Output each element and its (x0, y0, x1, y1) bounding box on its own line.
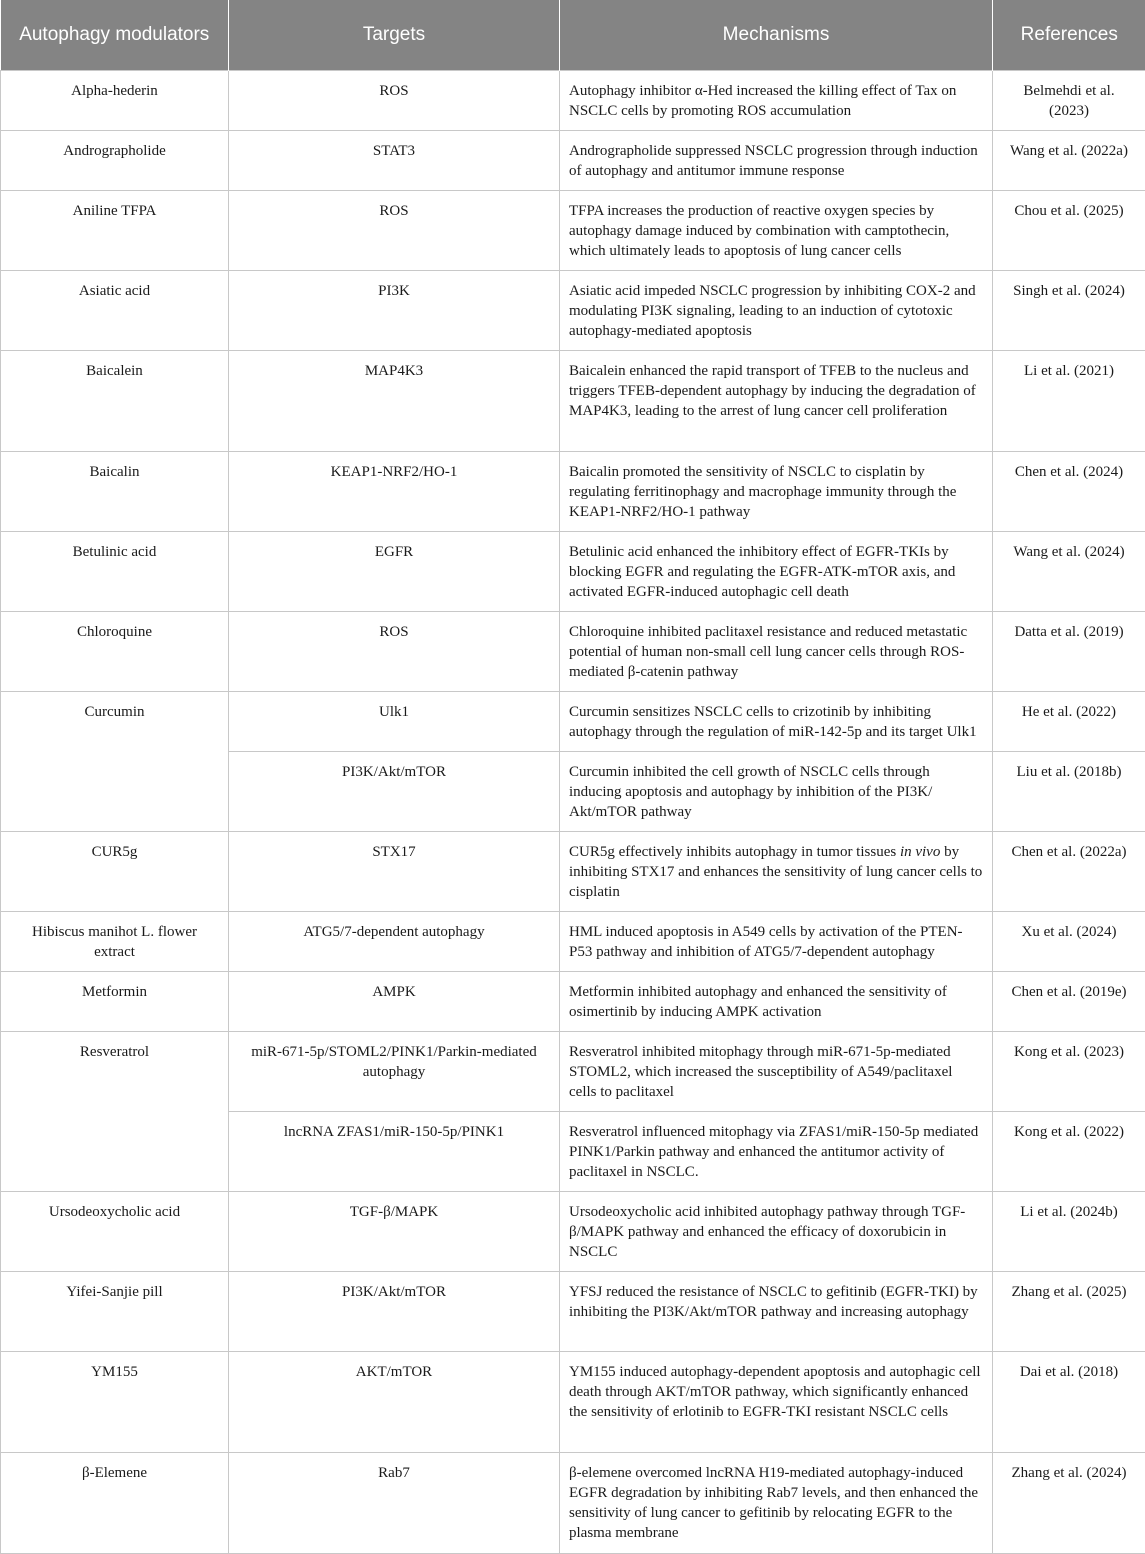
table-row (1, 351, 1145, 452)
table-header (1, 0, 1145, 71)
cell-mechanism: Curcumin sensitizes NSCLC cells to crizotinib by inhibiting autophagy through the regulation of miR-142-5p and its target Ulk1 (560, 692, 993, 752)
table-row (1, 832, 1145, 912)
cell-reference: Wang et al. (2022a) (993, 131, 1145, 191)
cell-mechanism (560, 832, 993, 912)
table-row (1, 972, 1145, 1032)
cell-modulator: Resveratrol (1, 1032, 229, 1192)
cell-mechanism: YFSJ reduced the resistance of NSCLC to gefitinib (EGFR-TKI) by inhibiting the PI3K/Akt/mTOR pathway and increasing autophagy (560, 1272, 993, 1352)
cell-modulator: Andrographolide (1, 131, 229, 191)
cell-mechanism: HML induced apoptosis in A549 cells by activation of the PTEN-P53 pathway and inhibition of ATG5/7-dependent autophagy (560, 912, 993, 972)
cell-mechanism: Ursodeoxycholic acid inhibited autophagy pathway through TGF-β/MAPK pathway and enhanced the efficacy of doxorubicin in NSCLC (560, 1192, 993, 1272)
cell-mechanism: Asiatic acid impeded NSCLC progression by inhibiting COX-2 and modulating PI3K signaling, leading to an induction of cytotoxic autophagy-mediated apoptosis (560, 271, 993, 351)
table-row (1, 1352, 1145, 1453)
table-row (1, 131, 1145, 191)
header-targets: Targets (229, 0, 560, 71)
table-row (1, 1192, 1145, 1272)
cell-mechanism: Metformin inhibited autophagy and enhanced the sensitivity of osimertinib by inducing AMPK activation (560, 972, 993, 1032)
cell-reference: Xu et al. (2024) (993, 912, 1145, 972)
cell-target: PI3K (229, 271, 560, 351)
cell-modulator: Curcumin (1, 692, 229, 832)
cell-mechanism: Baicalein enhanced the rapid transport of TFEB to the nucleus and triggers TFEB-dependent autophagy by inducing the degradation of MAP4K3, leading to the arrest of lung cancer cell proliferation (560, 351, 993, 452)
cell-modulator: Betulinic acid (1, 532, 229, 612)
cell-target: PI3K/Akt/mTOR (229, 752, 560, 832)
table-row (1, 452, 1145, 532)
cell-target: KEAP1-NRF2/HO-1 (229, 452, 560, 532)
cell-mechanism: β-elemene overcomed lncRNA H19-mediated autophagy-induced EGFR degradation by inhibiting Rab7 levels, and then enhanced the sensitivity of lung cancer to gefitinib by relocating EGFR to the plasma membrane (560, 1453, 993, 1554)
table-row (1, 191, 1145, 271)
cell-modulator: Baicalin (1, 452, 229, 532)
cell-modulator: Metformin (1, 972, 229, 1032)
cell-modulator: Baicalein (1, 351, 229, 452)
header-row (1, 0, 1145, 71)
cell-mechanism: Betulinic acid enhanced the inhibitory effect of EGFR-TKIs by blocking EGFR and regulating the EGFR-ATK-mTOR axis, and activated EGFR-induced autophagic cell death (560, 532, 993, 612)
cell-reference: Zhang et al. (2025) (993, 1272, 1145, 1352)
cell-mechanism: Resveratrol inhibited mitophagy through miR-671-5p-mediated STOML2, which increased the susceptibility of A549/paclitaxel cells to paclitaxel (560, 1032, 993, 1112)
cell-reference: Liu et al. (2018b) (993, 752, 1145, 832)
cell-modulator: CUR5g (1, 832, 229, 912)
header-modulators: Autophagy modulators (1, 0, 229, 71)
cell-target: miR-671-5p/STOML2/PINK1/Parkin-mediated autophagy (229, 1032, 560, 1112)
cell-mechanism: YM155 induced autophagy-dependent apoptosis and autophagic cell death through AKT/mTOR pathway, which significantly enhanced the sensitivity of erlotinib to EGFR-TKI resistant NSCLC cells (560, 1352, 993, 1453)
cell-target: EGFR (229, 532, 560, 612)
cell-target: STAT3 (229, 131, 560, 191)
cell-reference: He et al. (2022) (993, 692, 1145, 752)
table-row (1, 1272, 1145, 1352)
table-row (1, 912, 1145, 972)
cell-reference: Kong et al. (2023) (993, 1032, 1145, 1112)
cell-target: PI3K/Akt/mTOR (229, 1272, 560, 1352)
cell-reference: Chou et al. (2025) (993, 191, 1145, 271)
cell-reference: Zhang et al. (2024) (993, 1453, 1145, 1554)
cell-reference: Singh et al. (2024) (993, 271, 1145, 351)
cell-reference: Datta et al. (2019) (993, 612, 1145, 692)
cell-modulator: Alpha-hederin (1, 71, 229, 131)
cell-mechanism: Chloroquine inhibited paclitaxel resistance and reduced metastatic potential of human non-small cell lung cancer cells through ROS-mediated β-catenin pathway (560, 612, 993, 692)
header-mechanisms: Mechanisms (560, 0, 993, 71)
table-row (1, 692, 1145, 752)
cell-mechanism: Autophagy inhibitor α-Hed increased the killing effect of Tax on NSCLC cells by promoting ROS accumulation (560, 71, 993, 131)
table-row (1, 271, 1145, 351)
cell-target: Rab7 (229, 1453, 560, 1554)
table-row (1, 1032, 1145, 1112)
header-references: References (993, 0, 1145, 71)
cell-target: AMPK (229, 972, 560, 1032)
cell-modulator: Chloroquine (1, 612, 229, 692)
cell-reference: Chen et al. (2022a) (993, 832, 1145, 912)
cell-target: TGF-β/MAPK (229, 1192, 560, 1272)
cell-reference: Belmehdi et al. (2023) (993, 71, 1145, 131)
cell-reference: Chen et al. (2019e) (993, 972, 1145, 1032)
cell-modulator: Yifei-Sanjie pill (1, 1272, 229, 1352)
cell-target: STX17 (229, 832, 560, 912)
cell-reference: Li et al. (2021) (993, 351, 1145, 452)
cell-mechanism: Curcumin inhibited the cell growth of NSCLC cells through inducing apoptosis and autophagy by inhibition of the PI3K/ Akt/mTOR pathway (560, 752, 993, 832)
cell-modulator: Hibiscus manihot L. flower extract (1, 912, 229, 972)
cell-modulator: Aniline TFPA (1, 191, 229, 271)
cell-modulator: β-Elemene (1, 1453, 229, 1554)
cell-target: AKT/mTOR (229, 1352, 560, 1453)
cell-mechanism: TFPA increases the production of reactive oxygen species by autophagy damage induced by combination with camptothecin, which ultimately leads to apoptosis of lung cancer cells (560, 191, 993, 271)
cell-mechanism: Andrographolide suppressed NSCLC progression through induction of autophagy and antitumor immune response (560, 131, 993, 191)
cell-reference: Wang et al. (2024) (993, 532, 1145, 612)
cell-reference: Chen et al. (2024) (993, 452, 1145, 532)
cell-target: ATG5/7-dependent autophagy (229, 912, 560, 972)
mechanism-text: by inhibiting STX17 and enhances the sensitivity of lung cancer cells to cisplatin (569, 844, 982, 900)
cell-mechanism: Resveratrol influenced mitophagy via ZFAS1/miR-150-5p mediated PINK1/Parkin pathway and enhanced the antitumor activity of paclitaxel in NSCLC. (560, 1112, 993, 1192)
mechanism-italic-text: in vivo (900, 844, 940, 860)
cell-target: MAP4K3 (229, 351, 560, 452)
cell-reference: Dai et al. (2018) (993, 1352, 1145, 1453)
cell-reference: Kong et al. (2022) (993, 1112, 1145, 1192)
cell-modulator: Ursodeoxycholic acid (1, 1192, 229, 1272)
cell-mechanism: Baicalin promoted the sensitivity of NSCLC to cisplatin by regulating ferritinophagy and macrophage immunity through the KEAP1-NRF2/HO-1 pathway (560, 452, 993, 532)
table-row (1, 71, 1145, 131)
cell-target: Ulk1 (229, 692, 560, 752)
cell-reference: Li et al. (2024b) (993, 1192, 1145, 1272)
cell-target: ROS (229, 612, 560, 692)
table-row (1, 532, 1145, 612)
table-row (1, 1453, 1145, 1554)
cell-target: ROS (229, 71, 560, 131)
table-row (1, 612, 1145, 692)
cell-modulator: YM155 (1, 1352, 229, 1453)
cell-target: ROS (229, 191, 560, 271)
cell-modulator: Asiatic acid (1, 271, 229, 351)
table-body (1, 71, 1145, 1554)
cell-target: lncRNA ZFAS1/miR-150-5p/PINK1 (229, 1112, 560, 1192)
mechanism-text: CUR5g effectively inhibits autophagy in tumor tissues (569, 844, 900, 860)
